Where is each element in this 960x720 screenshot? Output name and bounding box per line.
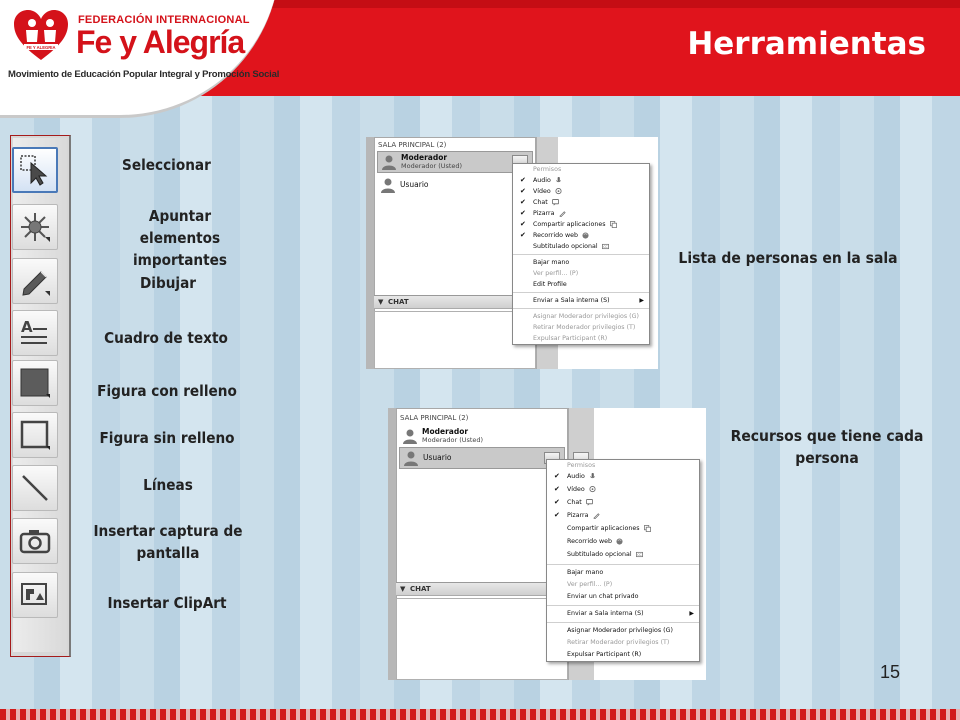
line-icon — [18, 471, 52, 505]
menu-header-permissions: Permisos — [567, 462, 596, 469]
clipart-icon — [18, 578, 52, 612]
checkmark-icon: ✔ — [554, 511, 560, 519]
checkmark-icon: ✔ — [520, 209, 526, 217]
tool-label-lines: Líneas — [143, 476, 193, 494]
person-icon — [380, 177, 396, 193]
menu-item-label: Chat — [533, 199, 548, 206]
checkmark-icon: ✔ — [520, 198, 526, 206]
menu-item-share-apps[interactable] — [513, 219, 649, 230]
menu-separator — [547, 622, 699, 623]
collapse-triangle-icon: ▼ — [400, 585, 406, 593]
screenshot-tool-button[interactable] — [12, 518, 58, 564]
webcam-icon — [589, 486, 596, 493]
share-app-icon — [610, 221, 617, 228]
globe-icon — [616, 538, 623, 545]
globe-icon — [582, 232, 589, 239]
logo-federation-text: FEDERACIÓN INTERNACIONAL — [78, 14, 250, 26]
pencil-icon — [559, 210, 566, 217]
webcam-icon — [555, 188, 562, 195]
caption-icon — [602, 243, 609, 250]
tool-label-screenshot: Insertar captura de pantalla — [93, 522, 243, 562]
participant-row-moderator[interactable] — [377, 151, 533, 173]
participants-screenshot-2 — [388, 408, 706, 680]
checkmark-icon: ✔ — [554, 472, 560, 480]
menu-item-whiteboard[interactable] — [513, 208, 649, 219]
submenu-arrow-icon: ▶ — [639, 297, 644, 304]
menu-item-view-profile[interactable]: Ver perfil... (P) — [533, 270, 579, 277]
menu-item-revoke-moderator[interactable]: Retirar Moderador privilegios (T) — [567, 639, 670, 646]
menu-item-label: Enviar a Sala interna (S) — [533, 297, 610, 304]
menu-separator — [547, 605, 699, 606]
menu-item-label: Pizarra — [533, 210, 555, 217]
fe-y-alegria-logo-icon — [12, 8, 70, 62]
microphone-icon — [589, 473, 596, 480]
microphone-icon — [555, 177, 562, 184]
checkmark-icon: ✔ — [520, 220, 526, 228]
chat-area[interactable] — [396, 598, 568, 680]
collapse-triangle-icon: ▼ — [378, 298, 384, 306]
svg-text:CC: CC — [603, 244, 608, 249]
participant-name: Usuario — [400, 180, 429, 189]
logo-panel — [0, 0, 280, 118]
tool-label-filled-shape: Figura con relleno — [97, 382, 237, 400]
person-icon — [403, 450, 419, 466]
menu-item-label: Chat — [567, 499, 582, 506]
participant-name: Usuario — [423, 453, 452, 462]
checkmark-icon: ✔ — [554, 498, 560, 506]
room-title: SALA PRINCIPAL — [400, 414, 457, 422]
menu-item-label: Subtitulado opcional — [567, 551, 632, 558]
menu-item-view-profile[interactable]: Ver perfil... (P) — [567, 581, 613, 588]
tool-label-draw: Dibujar — [139, 274, 197, 292]
menu-item-grant-moderator[interactable]: Asignar Moderador privilegios (G) — [567, 627, 673, 634]
participant-context-menu — [512, 163, 650, 345]
menu-item-lower-hand[interactable]: Bajar mano — [567, 569, 604, 576]
participant-name: Moderador — [401, 153, 448, 162]
checkmark-icon: ✔ — [520, 231, 526, 239]
menu-item-label: Recorrido web — [533, 232, 578, 239]
menu-separator — [513, 254, 649, 255]
participant-role: Moderador (Usted) — [401, 162, 463, 170]
text-box-tool-button[interactable] — [12, 310, 58, 356]
participant-name: Moderador — [422, 427, 469, 436]
page-title: Herramientas — [687, 26, 926, 62]
menu-item-label: Compartir aplicaciones — [533, 221, 606, 228]
menu-item-video[interactable] — [513, 186, 649, 197]
filled-shape-icon — [18, 366, 52, 400]
text-box-icon — [18, 316, 52, 350]
room-title: SALA PRINCIPAL — [378, 141, 435, 149]
room-count: (2) — [436, 141, 447, 149]
scrollbar-track — [366, 137, 374, 369]
outline-shape-icon — [18, 418, 52, 452]
participants-screenshot-1 — [366, 137, 658, 369]
menu-item-private-chat[interactable]: Enviar un chat privado — [567, 593, 639, 600]
room-header — [378, 141, 446, 149]
menu-item-label: Subtitulado opcional — [533, 243, 598, 250]
checkmark-icon: ✔ — [520, 176, 526, 184]
tool-label-clipart: Insertar ClipArt — [107, 594, 227, 612]
participant-row-moderator[interactable] — [399, 425, 565, 447]
menu-item-remove-participant[interactable]: Expulsar Participant (R) — [567, 651, 642, 658]
menu-item-revoke-moderator[interactable]: Retirar Moderador privilegios (T) — [533, 324, 636, 331]
person-icon — [402, 428, 418, 444]
menu-item-label: Audio — [533, 177, 551, 184]
menu-item-remove-participant[interactable]: Expulsar Participant (R) — [533, 335, 608, 342]
chat-bubble-icon — [552, 199, 559, 206]
filled-shape-tool-button[interactable] — [12, 360, 58, 406]
menu-separator — [547, 564, 699, 565]
logo-brand-text: Fe y Alegría — [76, 24, 245, 60]
screenshot2-description: Recursos que tiene cada persona — [730, 427, 924, 467]
menu-item-web-tour[interactable] — [513, 230, 649, 241]
svg-text:FE Y ALEGRIA: FE Y ALEGRIA — [26, 45, 56, 50]
room-count: (2) — [458, 414, 469, 422]
menu-separator — [513, 292, 649, 293]
menu-item-web-tour[interactable] — [547, 536, 699, 549]
menu-item-label: Recorrido web — [567, 538, 612, 545]
chat-label: CHAT — [388, 298, 409, 306]
menu-item-whiteboard[interactable] — [547, 510, 699, 523]
menu-item-video[interactable] — [547, 484, 699, 497]
participant-row-user[interactable] — [399, 447, 565, 469]
camera-icon — [18, 524, 52, 558]
menu-item-lower-hand[interactable]: Bajar mano — [533, 259, 570, 266]
screenshot1-description: Lista de personas en la sala — [678, 249, 898, 267]
svg-text:A: A — [21, 318, 33, 336]
checkmark-icon: ✔ — [520, 187, 526, 195]
participant-context-menu — [546, 459, 700, 662]
room-header — [400, 414, 468, 422]
person-icon — [381, 154, 397, 170]
laser-pointer-icon — [18, 210, 52, 244]
menu-item-send-to-breakout[interactable] — [513, 295, 649, 306]
menu-item-captions[interactable] — [513, 241, 649, 252]
menu-item-label: Vídeo — [567, 486, 585, 493]
menu-item-share-apps[interactable] — [547, 523, 699, 536]
select-arrow-icon — [18, 153, 52, 187]
menu-item-label: Compartir aplicaciones — [567, 525, 640, 532]
page-number: 15 — [880, 662, 901, 682]
participant-row-user[interactable] — [377, 174, 533, 196]
tool-label-select: Seleccionar — [122, 156, 211, 174]
tool-label-text-box: Cuadro de texto — [104, 329, 228, 347]
pencil-icon — [18, 264, 52, 298]
menu-separator — [513, 308, 649, 309]
outline-shape-tool-button[interactable] — [12, 412, 58, 458]
chat-bubble-icon — [586, 499, 593, 506]
pointer-tool-button[interactable] — [12, 204, 58, 250]
submenu-arrow-icon: ▶ — [689, 610, 694, 617]
logo-tagline: Movimiento de Educación Popular Integral y Promoción Social — [8, 69, 280, 80]
footer-band — [0, 709, 960, 720]
pencil-icon — [593, 512, 600, 519]
select-tool-button[interactable] — [12, 147, 58, 193]
menu-item-send-to-breakout[interactable] — [547, 608, 699, 620]
menu-item-grant-moderator[interactable]: Asignar Moderador privilegios (G) — [533, 313, 639, 320]
scrollbar-track — [388, 408, 396, 680]
menu-header-permissions: Permisos — [533, 166, 562, 173]
share-app-icon — [644, 525, 651, 532]
menu-item-label: Enviar a Sala interna (S) — [567, 610, 644, 617]
tool-label-outline-shape: Figura sin relleno — [99, 429, 235, 447]
menu-item-edit-profile[interactable]: Edit Profile — [533, 281, 567, 288]
menu-item-captions[interactable] — [547, 549, 699, 562]
menu-item-audio[interactable] — [547, 471, 699, 484]
menu-item-chat[interactable] — [513, 197, 649, 208]
draw-tool-button[interactable] — [12, 258, 58, 304]
menu-item-chat[interactable] — [547, 497, 699, 510]
chat-label: CHAT — [410, 585, 431, 593]
clipart-tool-button[interactable] — [12, 572, 58, 618]
caption-icon — [636, 551, 643, 558]
menu-item-label: Pizarra — [567, 512, 589, 519]
line-tool-button[interactable] — [12, 465, 58, 511]
menu-item-label: Audio — [567, 473, 585, 480]
svg-text:CC: CC — [637, 552, 642, 557]
menu-item-audio[interactable] — [513, 175, 649, 186]
participant-role: Moderador (Usted) — [422, 436, 484, 444]
tool-label-pointer: Apuntar elementos importantes — [132, 207, 228, 269]
chat-panel-header[interactable] — [396, 582, 568, 596]
menu-item-label: Vídeo — [533, 188, 551, 195]
checkmark-icon: ✔ — [554, 485, 560, 493]
